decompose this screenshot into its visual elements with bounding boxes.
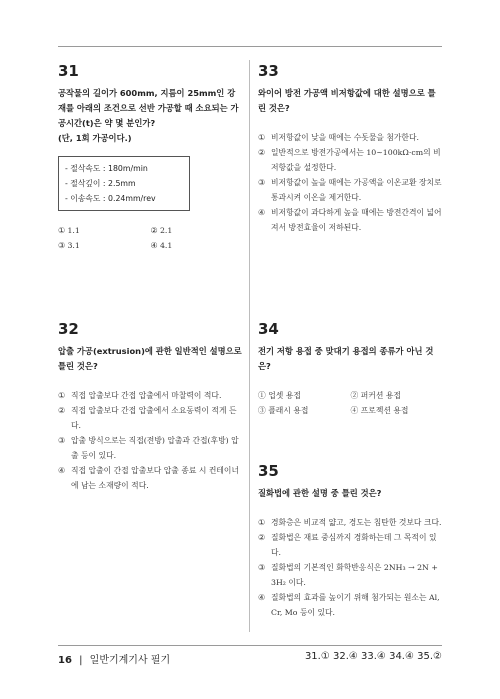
option-text: 일반적으로 방전가공에서는 10~100kΩ·cm의 비저항값을 설정한다. (271, 148, 441, 172)
option-mark: ③ (258, 563, 265, 572)
option-mark: ② (58, 406, 65, 415)
option-3[interactable]: ③ 3.1 (58, 241, 80, 250)
question-33 (258, 62, 443, 235)
question-note: (단, 1회 가공이다.) (58, 133, 132, 143)
question-34 (258, 320, 443, 418)
option-2[interactable] (58, 403, 243, 433)
bottom-rule (58, 645, 442, 646)
option-mark: ② (258, 148, 265, 157)
condition-line: - 절삭속도 : 180m/min (65, 164, 148, 173)
option-text: 비저항값이 높을 때에는 가공액을 이온교환 장치로 통과시켜 이온을 제거한다. (271, 178, 442, 202)
answer-key: 31.① 32.④ 33.④ 34.④ 35.② (304, 651, 442, 662)
option-1[interactable] (58, 388, 243, 403)
option-text: 직접 압출이 간접 압출보다 압출 종료 시 컨테이너에 남는 소재량이 적다. (71, 466, 239, 490)
option-text: 직접 압출보다 간접 압출에서 마찰력이 적다. (71, 391, 222, 400)
top-rule (58, 46, 442, 47)
option-text: 질화법의 기본적인 화학반응식은 2NH₃ → 2N + 3H₂ 이다. (271, 563, 438, 587)
options (258, 388, 443, 418)
question-text: 공작물의 길이가 600mm, 지름이 25mm인 강재를 아래의 조건으로 선반 가공할 때 소요되는 가공시간(t)은 약 몇 분인가? (58, 88, 239, 128)
condition-line: - 절삭깊이 : 2.5mm (65, 179, 136, 188)
option-mark: ② (258, 533, 265, 542)
option-mark: ① (58, 391, 65, 400)
option-2[interactable]: ② 2.1 (150, 226, 173, 235)
question-text: 압출 가공(extrusion)에 관한 일반적인 설명으로 틀린 것은? (58, 346, 242, 371)
page-footer (58, 651, 170, 666)
option-3[interactable] (58, 433, 243, 463)
option-text: 압출 방식으로는 직접(전방) 압출과 간접(후방) 압출 등이 있다. (71, 436, 239, 460)
question-number: 34 (258, 320, 279, 338)
option-mark: ③ (258, 178, 265, 187)
book-title: 일반기계기사 필기 (89, 655, 171, 666)
option-3[interactable] (258, 175, 443, 205)
option-2[interactable]: ② 퍼커션 용접 (350, 391, 401, 400)
option-3[interactable] (258, 560, 443, 590)
option-text: 비저항값이 과다하게 높을 때에는 방전간격이 넓어져서 방전효율이 저하된다. (271, 208, 442, 232)
option-mark: ④ (258, 593, 265, 602)
option-4[interactable] (258, 590, 443, 620)
option-mark: ④ (258, 208, 265, 217)
option-text: 비저항값이 낮을 때에는 수돗물을 첨가한다. (271, 133, 419, 142)
option-text: 경화층은 비교적 얇고, 경도는 침탄한 것보다 크다. (271, 518, 442, 527)
option-1[interactable]: ① 업셋 용접 (258, 391, 301, 400)
options (58, 223, 243, 253)
option-text: 질화법은 재료 중심까지 경화하는데 그 목적이 있다. (271, 533, 437, 557)
options (258, 515, 443, 620)
options (258, 130, 443, 235)
option-text: 직접 압출보다 간접 압출에서 소요동력이 적게 든다. (71, 406, 237, 430)
option-2[interactable] (258, 530, 443, 560)
option-1[interactable] (258, 130, 443, 145)
footer-separator: | (79, 655, 83, 666)
column-divider (249, 60, 250, 632)
option-3[interactable]: ③ 플래시 용접 (258, 406, 309, 415)
option-mark: ③ (58, 436, 65, 445)
question-text: 전기 저항 용접 중 맞대기 용접의 종류가 아닌 것은? (258, 346, 434, 371)
question-31 (58, 62, 243, 253)
question-number: 31 (58, 62, 79, 80)
question-text: 와이어 방전 가공액 비저항값에 대한 설명으로 틀린 것은? (258, 88, 436, 113)
question-number: 33 (258, 62, 279, 80)
option-4[interactable]: ④ 4.1 (150, 241, 173, 250)
condition-line: - 이송속도 : 0.24mm/rev (65, 194, 156, 203)
option-4[interactable] (58, 463, 243, 493)
question-35 (258, 462, 443, 620)
option-mark: ① (258, 133, 265, 142)
option-text: 질화법의 효과를 높이기 위해 첨가되는 원소는 Al, Cr, Mo 등이 있다. (271, 593, 440, 617)
question-text: 질화법에 관한 설명 중 틀린 것은? (258, 488, 382, 498)
option-4[interactable]: ④ 프로젝션 용접 (350, 406, 409, 415)
question-number: 35 (258, 462, 279, 480)
option-2[interactable] (258, 145, 443, 175)
option-mark: ④ (58, 466, 65, 475)
option-1[interactable]: ① 1.1 (58, 226, 80, 235)
option-mark: ① (258, 518, 265, 527)
option-4[interactable] (258, 205, 443, 235)
page-number: 16 (58, 655, 72, 666)
conditions-box (58, 156, 190, 211)
options (58, 388, 243, 493)
option-1[interactable] (258, 515, 443, 530)
question-32 (58, 320, 243, 493)
question-number: 32 (58, 320, 79, 338)
